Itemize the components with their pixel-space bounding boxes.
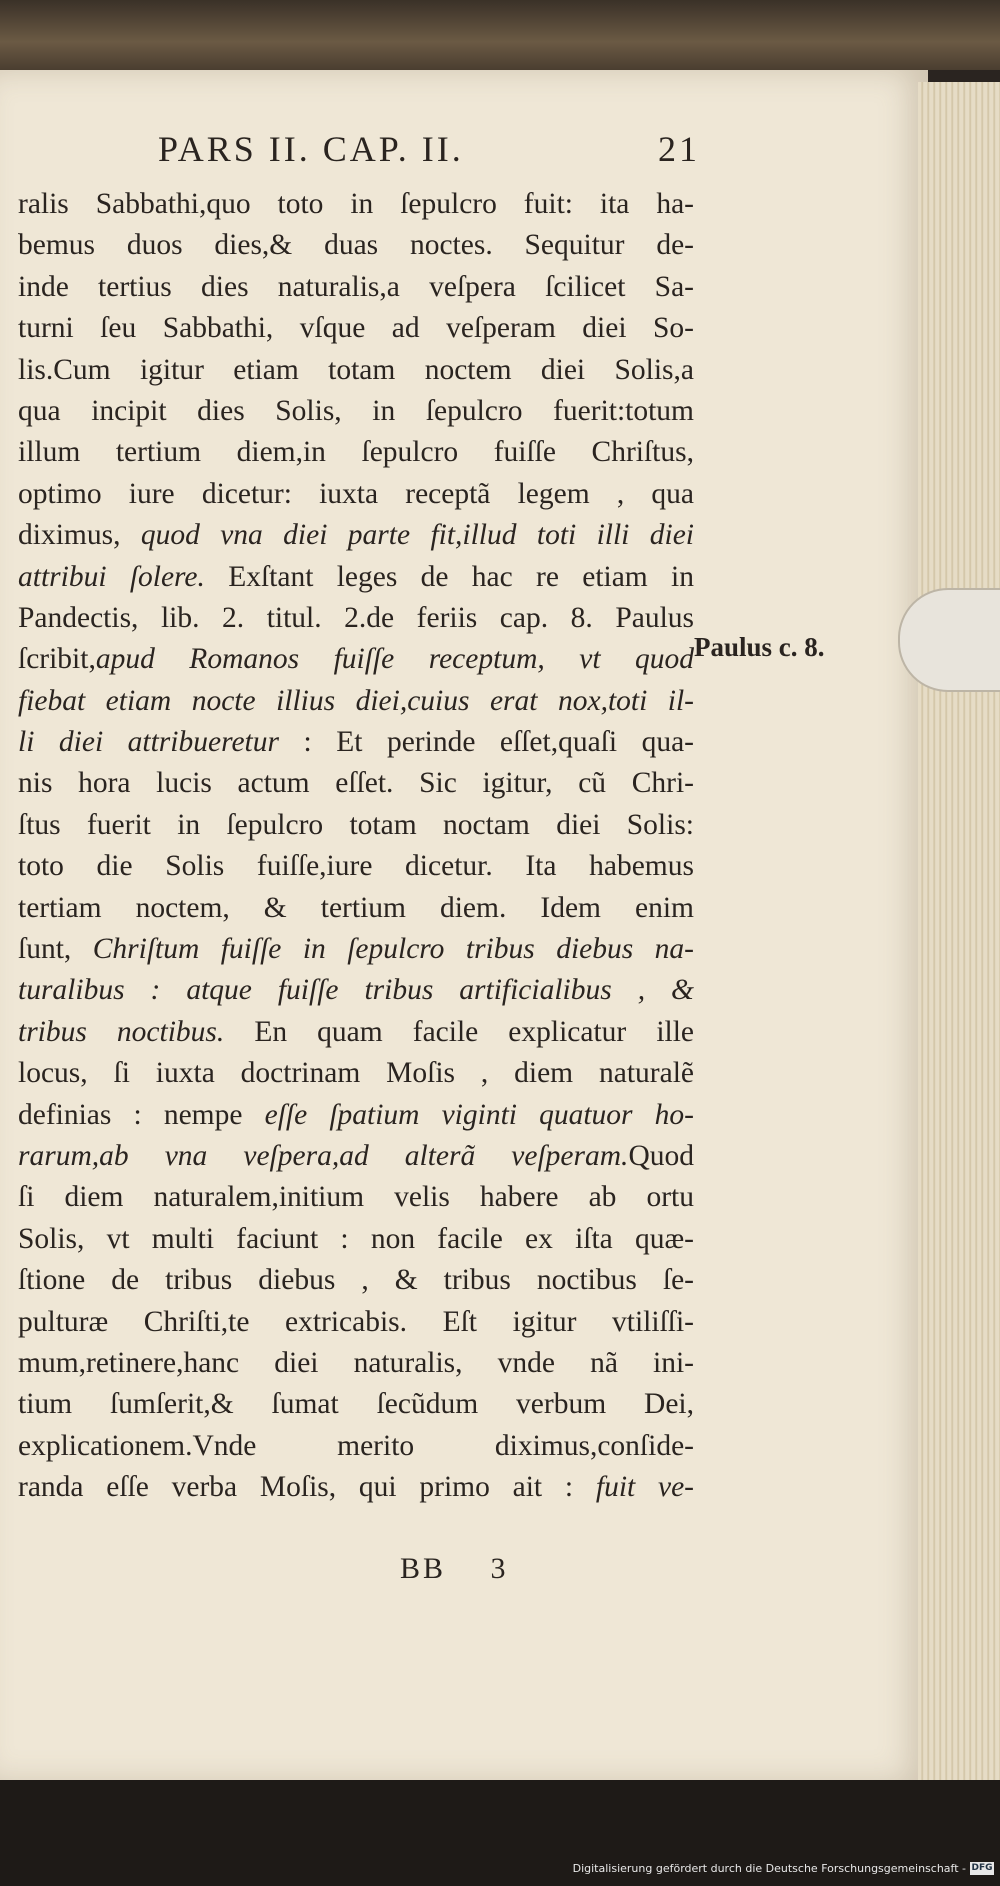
text-italic: li diei attribueretur: [18, 726, 279, 759]
text-italic: quod vna diei parte fit,illud toti illi diei: [140, 519, 694, 552]
text-roman: inde tertius dies naturalis,a veſpera ſcilicet Sa-: [18, 270, 694, 303]
text-roman: Exſtant leges de hac re etiam in: [204, 560, 694, 593]
text-line: [18, 598, 694, 639]
text-line: [18, 1426, 694, 1467]
signature-number: 3: [490, 1552, 509, 1585]
text-roman: explicationem.Vnde merito diximus,conſide-: [18, 1429, 694, 1462]
text-roman: Quod: [628, 1139, 694, 1172]
credit-text: Digitalisierung gefördert durch die Deutsche Forschungsgemeinschaft -: [572, 1862, 966, 1875]
marginal-note: Paulus c. 8.: [694, 632, 825, 662]
text-line: [18, 267, 694, 308]
text-italic: turalibus : atque fuiſſe tribus artificialibus , &: [18, 974, 694, 1007]
text-roman: diximus,: [18, 519, 141, 552]
text-italic: Chriſtum fuiſſe in ſepulcro tribus diebus na-: [92, 933, 694, 966]
text-italic: apud Romanos fuiſſe receptum, vt quod: [95, 643, 694, 676]
text-roman: ſunt,: [18, 933, 93, 966]
text-line: [18, 1012, 694, 1053]
dfg-logo: DFG: [971, 1863, 993, 1873]
book-binding-top: [0, 0, 1000, 70]
text-line: [18, 1095, 694, 1136]
text-line: [18, 1343, 694, 1384]
text-line: [18, 1136, 694, 1177]
body-text: [18, 184, 694, 1509]
text-roman: randa eſſe verba Moſis, qui primo ait :: [18, 1471, 596, 1504]
text-roman: tertiam noctem, & tertium diem. Idem enim: [18, 891, 694, 924]
text-line: [18, 1177, 694, 1218]
text-roman: ſtus fuerit in ſepulcro totam noctam diei Solis:: [18, 808, 694, 841]
text-line: [18, 805, 694, 846]
text-line: [18, 1053, 694, 1094]
text-line: [18, 970, 694, 1011]
text-roman: definias : nempe: [18, 1098, 265, 1131]
text-roman: tium ſumſerit,& ſumat ſecũdum verbum Dei,: [18, 1388, 694, 1421]
text-roman: illum tertium diem,in ſepulcro fuiſſe Chriſtus,: [18, 436, 694, 469]
text-line: [18, 1219, 694, 1260]
running-header: [150, 128, 700, 172]
text-italic: attribui ſolere.: [18, 560, 205, 593]
text-line: [18, 1302, 694, 1343]
text-line: [18, 763, 694, 804]
text-roman: qua incipit dies Solis, in ſepulcro fuerit:totum: [18, 394, 694, 427]
page-edges: [918, 82, 1000, 1782]
text-roman: toto die Solis fuiſſe,iure dicetur. Ita habemus: [18, 850, 694, 883]
digitization-credit: [573, 1862, 994, 1875]
text-line: [18, 432, 694, 473]
text-line: [18, 391, 694, 432]
text-line: [18, 1467, 694, 1508]
text-line: [18, 225, 694, 266]
text-roman: mum,retinere,hanc diei naturalis, vnde nã ini-: [18, 1346, 694, 1379]
text-roman: Pandectis, lib. 2. titul. 2.de feriis cap. 8. Paulus: [18, 601, 694, 634]
running-head: PARS II. CAP. II.: [158, 129, 464, 169]
text-roman: ſtione de tribus diebus , & tribus noctibus ſe-: [18, 1264, 694, 1297]
text-roman: En quam facile explicatur ille: [224, 1015, 694, 1048]
text-roman: ſcribit,: [18, 643, 96, 676]
text-roman: lis.Cum igitur etiam totam noctem diei Solis,a: [18, 353, 694, 386]
text-italic: fiebat etiam nocte illius diei,cuius erat nox,toti il-: [18, 684, 694, 717]
text-line: [18, 722, 694, 763]
text-italic: rarum,ab vna veſpera,ad alterã veſperam.: [18, 1139, 629, 1172]
text-line: [18, 515, 694, 556]
text-roman: ſi diem naturalem,initium velis habere ab ortu: [18, 1181, 694, 1214]
text-roman: pulturæ Chriſti,te extricabis. Eſt igitur vtiliſſi-: [18, 1305, 694, 1338]
text-line: [18, 184, 694, 225]
text-italic: fuit ve-: [595, 1471, 694, 1504]
text-line: [18, 846, 694, 887]
text-line: [18, 681, 694, 722]
page-number: 21: [658, 129, 700, 169]
text-line: [18, 1260, 694, 1301]
text-line: [18, 888, 694, 929]
signature-letters: BB: [400, 1552, 447, 1585]
text-roman: locus, ſi iuxta doctrinam Moſis , diem naturalẽ: [18, 1057, 694, 1090]
text-italic: tribus noctibus.: [18, 1015, 225, 1048]
text-line: [18, 557, 694, 598]
text-roman: Solis, vt multi faciunt : non facile ex iſta quæ-: [18, 1222, 694, 1255]
text-roman: : Et perinde eſſet,quaſi qua-: [278, 726, 694, 759]
text-line: [18, 474, 694, 515]
text-line: [18, 929, 694, 970]
book-tab: [898, 588, 1000, 692]
text-line: [18, 308, 694, 349]
text-roman: turni ſeu Sabbathi, vſque ad veſperam diei So-: [18, 312, 694, 345]
text-roman: optimo iure dicetur: iuxta receptã legem , qua: [18, 477, 694, 510]
text-line: [18, 639, 694, 680]
text-line: [18, 350, 694, 391]
signature-mark: [400, 1552, 550, 1586]
text-line: [18, 1384, 694, 1425]
text-roman: ralis Sabbathi,quo toto in ſepulcro fuit: ita ha-: [18, 188, 694, 220]
text-roman: nis hora lucis actum eſſet. Sic igitur, cũ Chri-: [18, 767, 694, 800]
text-italic: eſſe ſpatium viginti quatuor ho-: [264, 1098, 694, 1131]
text-roman: bemus duos dies,& duas noctes. Sequitur de-: [18, 229, 694, 262]
